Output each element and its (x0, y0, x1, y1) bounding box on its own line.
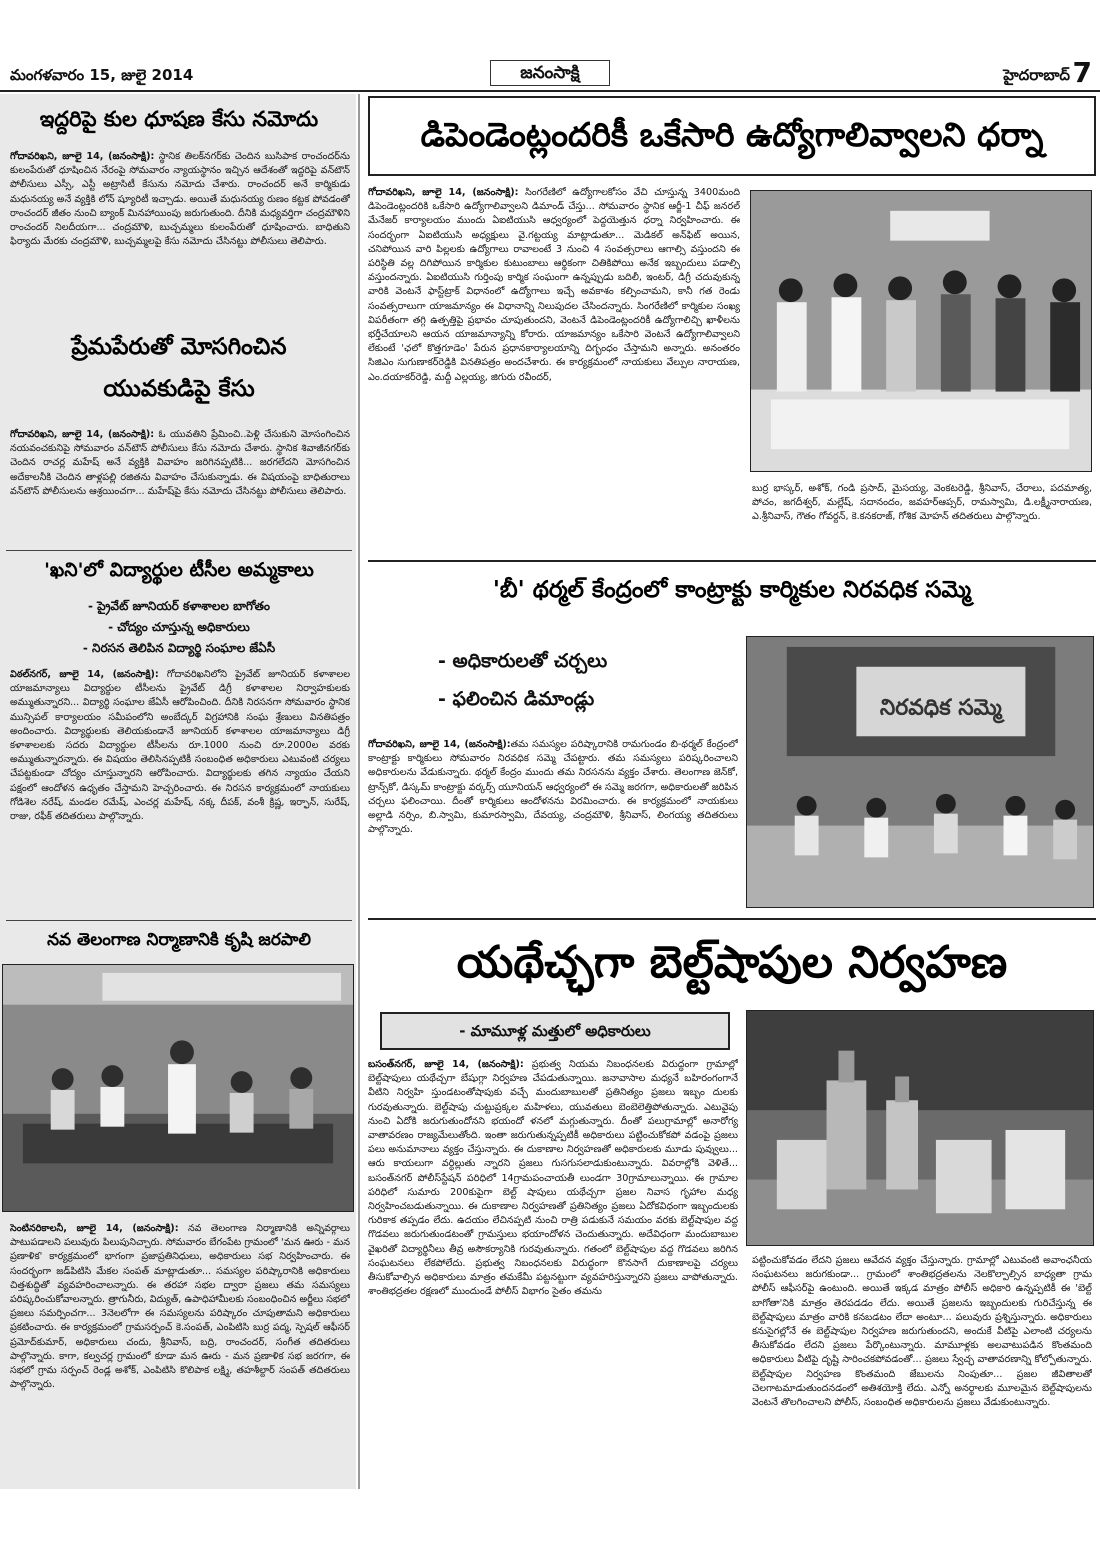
photo-dharna-svg (751, 191, 1091, 471)
r3-body (368, 1058, 738, 1488)
r1-body (368, 186, 740, 552)
column-divider (358, 94, 360, 1489)
article2-text: ఓ యువతిని ప్రేమించి..పెళ్లి చేసుకుని మోసంగించిన నయవంచకునిపై సోమవారం వన్‌టౌన్ పోలీసులు కేసు నమోదు చేశారు. స్థానిక శివాజీనగర్‌కు చెందిన రాచర్ల మహేష్ అనే వ్యక్తికి వివాహం జరిగినప్పటికి... జరగలేదని మోసగించిన అదేకాలనీకి చెందిన తాళ్లపల్లి రజితను వివాహం చేసుకున్నాడు. ఈ విషయంపై బాధితురాలు వన్‌టౌన్ పోలీసులను ఆశ్రయించగా... మహేష్‌పై కేసు నమోదు చేసినట్టు పోలీసులు తెలిపారు. (10, 429, 350, 497)
r1-dateline: గోదావరిఖని, జూలై 14, (జనంసాక్షి): (368, 187, 519, 198)
article3-dateline: విఠల్‌నగర్, జూలై 14, (జనంసాక్షి): (10, 669, 159, 680)
r2-body (368, 738, 738, 908)
article2-body (10, 428, 350, 545)
article3-body (10, 668, 350, 916)
r2-dateline: గోదావరిఖని, జూలై 14, (జనంసాక్షి): (368, 739, 511, 750)
r3-body-continued: పట్టించుకోవడం లేదని ప్రజలు ఆవేదన వ్యక్తం చేస్తున్నారు. గ్రామాల్లో ఎటువంటి అవాంఛనీయ సంఘటనలు జరుగకుండా... గ్రామంలో శాంతిభద్రతలను నెలకొల్పాల్సిన బాధ్యతా గ్రామ పోలీస్ ఆఫీసర్‌పై ఉంటుంది. అయితే ఇక్కడ మాత్రం పోలీస్ అధికారి ఉన్నప్పటికీ ఈ 'బెల్ట్ బాగోతా'నికి మాత్రం తెరపడడం లేదు. అయితే ప్రజలను ఇబ్బందులకు గురిచేస్తున్న ఈ బెల్ట్‌షాపులు మాత్రం వారికి కనబడటం లేదా అంటూ... పలువురు ప్రశ్నిస్తున్నారు. అధికారులు కనుసైగల్లోనే ఈ బెల్ట్‌షాపుల నిర్వహణ జరుగుతుందని, అందుకే వీటిపై ఎలాంటి చర్యలను తీసుకోవడం లేదని ప్రజలు పేర్కొంటున్నారు. మామూళ్లకు అలవాటుపడిన కొంతమంది అధికారులు వీటిపై దృష్టి సారించకపోవడంతో... ప్రజలు స్వేచ్ఛ వాతావరణాన్ని కోల్పోతున్నారు. బెల్ట్‌షాపుల నిర్వహణ కొంతమంది జేబులను నింపుతూ... ప్రజల జీవితాలతో చెలగాటమాడుతుందనడంలో అతిశయోక్తి లేదు. ఎన్నో అనర్థాలకు మూలమైన బెల్ట్‌షాపులను వెంటనే తొలగించాలని పోలీస్, సంబంధిత అధికారులను ప్రజలు వేడుకుంటున్నారు. (752, 1255, 1092, 1409)
r3-headline: యథేచ్ఛగా బెల్ట్‌షాపుల నిర్వహణ (456, 937, 1008, 988)
article1-headline: ఇద్దరిపై కుల ధూషణ కేసు నమోదు (39, 107, 319, 131)
photo-meeting-svg (3, 965, 353, 1211)
article2-headline-line1: ప్రేమపేరుతో మోసగించిన (71, 334, 287, 360)
r1-text: సింగరేణిలో ఉద్యోగాలకోసం వేచి చూస్తున్న 3400మంది డిపెండెంట్లందరికి ఒకేసారి ఉద్యోగాలివ్వాలని డిమాండ్ చేస్తు... సోమవారం స్థానిక ఆర్జీ-1 చీఫ్ జనరల్ మేనేజర్ కార్యాలయం ముందు ఏఐటియుసి ఆధ్వర్యంలో పెద్దయెత్తున ధర్నా నిర్వహించారు. ఈ సందర్భంగా ఏఐటియుసి అధ్యక్షులు వై.గట్టయ్య మాట్లాడుతూ... మెడికల్ అన్‌ఫిట్ అయిన, చనిపోయిన వారి పిల్లలకు ఉద్యోగాలు రావాలంటే 3 నుంచి 4 సంవత్సరాలు ఆగాల్సి వస్తుందని ఈ పరిస్థితి వల్ల దిగిపోయిన కార్మికుల కుటుంబాలు ఆర్థికంగా చితికిపోయి అనేక ఇబ్బందులు పడాల్సి వస్తుందన్నారు. ఏఐటియుసి గుర్తింపు కార్మిక సంఘంగా ఉన్నప్పుడు బదిలీ, ఇంటర్, డిగ్రీ చదువుకున్న వారికి వెంటనే ఫాస్ట్‌ట్రాక్ విధానంలో ఉద్యోగాలు ఇచ్చే అవకాశం కల్పించామని, కానీ గత రెండు సంవత్సరాలుగా యాజమాన్యం ఈ విధానాన్ని నిలుపుదల చేసిందన్నారు. సింగరేణిలో కార్మికుల సంఖ్య విపరీతంగా తగ్గి ఉత్పత్తిపై ప్రభావం చూపుతుందని, వెంటనే డిపెండెంట్లందరికీ ఉద్యోగాలిచ్చి ఖాళీలను భర్తీచేయాలని ఆయన యాజమాన్యాన్ని కోరారు. యాజమాన్యం ఒకేసారి వెంటనే ఉద్యోగాలివ్వాలని లేకుంటే 'ఛలో కొత్తగూడెం' పేరున ప్రధానకార్యాలయాన్ని దిగ్భంధం చేస్తామని అన్నారు. అనంతరం సిజిఎం సుగుణాకర్‌రెడ్డికి వినతిపత్రం అందచేశారు. ఈ కార్యక్రమంలో నాయకులు వేల్పుల నారాయణ, ఎం.దయాకర్‌రెడ్డి, మద్దీ ఎల్లయ్య, జిగురు రవీందర్, (368, 187, 740, 383)
rule-a3 (6, 920, 352, 921)
r2-headline: 'బీ' థర్మల్ కేంద్రంలో కాంట్రాక్టు కార్మికుల నిరవధిక సమ్మె (492, 577, 972, 603)
r2-text: తమ సమస్యల పరిష్కారానికి రామగుండం బి-థర్మల్ కేంద్రంలో కాంట్రాక్టు కార్మికులు సోమవారం నిరవధిక సమ్మె చేపట్టారు. తమ సమస్యలు పరిష్కరించాలని అధికారులను వేడుకున్నారు. థర్మల్ కేంద్రం ముందు తమ నిరసనను వ్యక్తం చేశారు. తెలంగాణ జెన్‌కో, ట్రాన్స్‌కో, డిస్కమ్ కాంట్రాక్టు వర్కర్స్ యూనియన్ ఆధ్వర్యంలో ఈ సమ్మె జరగగా, అధికారులతో జరిపిన చర్చలు ఫలించాయి. దీంతో కార్మికులు ఆందోళనను విరమించారు. ఈ కార్యక్రమంలో నాయకులు అల్లాడి నర్సిం, బి.స్వామి, కుమారస్వామి, దేవయ్య, చంద్రమౌళి, శ్రీనివాస్, లింగయ్య తదితరులు పాల్గొన్నారు. (368, 739, 738, 836)
article4-headline: నవ తెలంగాణ నిర్మాణానికి కృషి జరపాలి (47, 930, 311, 950)
r1-headline: డిపెండెంట్లందరికీ ఒకేసారి ఉద్యోగాలివ్వాలని ధర్నా (420, 115, 1044, 154)
article3-sub1: - ప్రైవేట్ జూనియర్ కళాశాలల బాగోతం (87, 599, 270, 613)
article2-headline-line2: యువకుడిపై కేసు (103, 376, 255, 402)
article3-sub3: - నిరసన తెలిపిన విద్యార్థి సంఘాల జేఏసీ (82, 641, 276, 655)
r3-dateline: బసంత్‌నగర్, జూలై 14, (జనంసాక్షి): (368, 1059, 524, 1070)
article4-text: నవ తెలంగాణ నిర్మాణానికి అన్నివర్గాలు పాటుపడాలని పలువురు పిలుపునిచ్చారు. సోమవారం బేగంపేట గ్రామంలో 'మన ఊరు - మన ప్రణాళిక' కార్యక్రమంలో భాగంగా ప్రజాప్రతినిధులు, అధికారులు సభ నిర్వహించారు. ఈ సందర్భంగా జడ్‌పిటిసి మేకల సంపత్ మాట్లాడుతూ... సమస్యల పరిష్కారానికి అధికారులు చిత్తశుద్ధితో వ్యవహరించాలన్నారు. ఈ తరహా సభల ద్వారా ప్రజలు తమ సమస్యలు పరిష్కరించుకోవాలన్నారు. త్రాగునీరు, విద్యుత్, ఉపాధిహామీలకు సంబంధించిన అర్జీలు సభలో ప్రజలు సమర్పించగా... 3నెలలోగా ఈ సమస్యలను పరిష్కారం చూపుతామని అధికారులు ప్రకటించారు. ఈ కార్యక్రమంలో గ్రామసర్పంచ్ కె.సంపత్, ఎంపిటిసి బుర్ర పద్మ, స్పెషల్ ఆఫీసర్ ప్రమోద్‌కుమార్, అధికారులు చందు, శ్రీనివాస్, బద్రి, రాంచందర్, సంగీత తదితరులు పాల్గొన్నారు. కాగా, కల్వచర్ల గ్రామంలో కూడా మన ఊరు - మన ప్రణాళిక సభ జరగగా, ఈ సభలో గ్రామ సర్పంచ్ రెండ్ల అశోక్, ఎంపిటిసి కొలిపాక లక్ష్మి, తహశీల్దార్ సంపత్ తదితరులు పాల్గొన్నారు. (10, 1223, 350, 1391)
photo-bottles-svg (747, 1011, 1093, 1245)
r2-bullet1: - అధికారులతో చర్చలు (438, 650, 608, 672)
article1-text: స్థానిక తిలక్‌నగర్‌కు చెందిన బుసిపాక రాంచందర్‌ను కులంపేరుతో ధూషించిన నేరంపై సోమవారం న్యాయస్థానం ఇచ్చిన ఆదేశంతో ఇద్దరిపై వన్‌టౌన్ పోలీసులు ఎస్సీ, ఎస్టీ అట్రాసిటీ కేసును నమోదు చేశారు. రాంచందర్ అనే కార్మికుడు మధునయ్య అనే వ్యక్తికి లోన్ ష్యూరిటీ ఇచ్చాడు. అయితే మధునయ్య రుణం కట్టక పోవడంతో రాంచందర్ జీతం నుంచి బ్యాంక్ మినహాయింపు జరుగుతుంది. దీనికి మధ్యవర్తిగా చంద్రమౌళిని రాంచందర్ నిలదీయగా... చంద్రమౌళి, బుచ్చమ్మలు కులంపేరుతో ధూషించారు. బాధితుని ఫిర్యాదు మేరకు చంద్రమౌళి, బుచ్చమ్మలపై కేసు నమోదు చేసినట్టు పోలీసులు తెలిపారు. (10, 151, 350, 248)
edition-city: హైదరాబాద్ (1003, 66, 1070, 84)
issue-date: మంగళవారం 15, జులై 2014 (10, 66, 194, 84)
group-photo-dharna (750, 190, 1092, 472)
masthead (0, 56, 1100, 92)
bottles-photo (746, 1010, 1094, 1246)
article3-text: గోదావరిఖనిలోని ప్రైవేట్ జూనియర్ కళాశాలల యాజమాన్యాలు విద్యార్థుల టీసీలను ప్రైవేట్ డిగ్రీ కళాశాలల నిర్వాహకులకు అమ్ముతున్నారని... విద్యార్థి సంఘాల జేఏసీ ఆరోపించింది. దీనికి నిరసనగా సోమవారం స్థానిక మున్సిపల్ కార్యాలయం సమీపంలోని అంబేద్కర్ విగ్రహానికి సంఘ శ్రేణులు వినతిపత్రం అందించారు. విద్యార్థులకు తెలియకుండానే జూనియర్ కళాశాలల యాజమాన్యాలు డిగ్రీ కళాశాలలకు సదరు విద్యార్థుల టీసీలను రూ.1000 నుంచి రూ.2000ల వరకు అమ్ముతున్నారన్నారు. ఈ విషయం తెలిసినప్పటికీ సంబంధిత అధికారులు ఎటువంటి చర్యలు చేపట్టకుండా చోద్యం చూస్తున్నారని ఆరోపించారు. విద్యార్థులకు తగిన న్యాయం చేయని పక్షంలో ఆందోళన ఉధృతం చేస్తామని హెచ్చరించారు. ఈ నిరసన కార్యక్రమంలో నాయకులు గోడిశెల నరేష్, మండల రమేష్, ఎంచర్ల మహేష్, నక్క దీపక్, వంశీ క్రిష్ణ, ఇర్ఫాన్, సురేష్, రాజు, రఫీక్ తదితరులు పాల్గొన్నారు. (10, 669, 350, 823)
article4-dateline: సెంటినరికాలనీ, జూలై 14, (జనంసాక్షి): (10, 1223, 179, 1234)
r3-text: ప్రభుత్వ నియమ నిబంధనలకు విరుద్ధంగా గ్రామాల్లో బెల్ట్‌షాపులు యథేచ్చగా బేషుగ్గా నిర్వహణ చేపడుతున్నాయి. జనావాసాల మధ్యనే బహిరంగంగానే వీటిని నిర్వహి స్తుండటంతోషాపుకు వచ్చే మందుబాబులతో ప్రతినిత్యం ప్రజలు ఇబ్బం దులకు గురవుతున్నారు. బెల్ట్‌షాపు చుట్టుప్రక్కల మహిళలు, యువతులు బెంబెలెత్తిపోతున్నారు. ఎటువైపు నుంచి ఏదోకి జరుగుతుందోనని భయందో ళనలో మగ్గుతున్నారు. దీంతో పలుగ్రామాల్లో అనారోగ్య వాతావరణం రాజ్యమేలుతోంది. ఇంతా జరుగుతున్నప్పటికీ అధికారులు పట్టించుకోకపో వడంపై ప్రజలు పలు అనుమానాలు వ్యక్తం చేస్తున్నారు. ఈ దుకాణాల నిర్వహణతో అధికారులకు మూడు పువ్వులు... ఆరు కాయలుగా వర్ధిల్లుతు న్నారని ప్రజలు గుసగుసలాడుకుంటున్నారు. వివరాల్లోకి వెళితే... బసంత్‌నగర్ పోలీస్‌స్టేషన్ పరిధిలో 14గ్రామపంచాయతీ లుండగా 30గ్రామాలున్నాయి. ఈ గ్రామాల పరిధిలో సుమారు 200కుపైగా బెల్ట్ షాపులు యథేచ్చగా ప్రజల నివాస గృహాల మధ్య నిర్వహించబడుతున్నాయి. ఈ దుకాణాల నిర్వహణతో ప్రతినిత్యం ప్రజలు ఏదోకవిధంగా ఇబ్బందులకు గురికాక తప్పడం లేదు. ఉదయం లేచినప్పటి నుంచి రాత్రి పడుకునే సమయం వరకు బెల్ట్‌షాపుల వద్ద గొడవలు జరుగుతుండటంతో గ్రామస్తులు భయాందోళన చెందుతున్నారు. అదేవిధంగా మందుబాబుల వైఖరితో విద్యార్థినీలు తీవ్ర అసౌకర్యానికి గురవుతున్నారు. గతంలో బెల్ట్‌షాపుల వద్ద గొడవలు జరిగిన సంఘటనలు లేకపోలేదు. ప్రభుత్వ నిబంధనలకు విరుద్ధంగా కొనసాగే దుకాణాలపై చర్యలు తీసుకోవాల్సిన అధికారులు మాత్రం తమకేమీ పట్టనట్టుగా వ్యవహరిస్తున్నారని ప్రజలు వాపోతున్నారు. శాంతిభద్రతల రక్షణలో ముందుండే పోలీస్ విభాగం సైతం తమను (368, 1059, 738, 1298)
article2-dateline: గోదావరిఖని, జూలై 14, (జనంసాక్షి): (10, 429, 155, 440)
rule-r1 (368, 560, 1096, 562)
newspaper-logo: జనంసాక్షి (490, 60, 610, 86)
r2-bullet2: - ఫలించిన డిమాండ్లు (438, 688, 595, 710)
page-number: 7 (1072, 56, 1092, 89)
photo-strike-svg (747, 637, 1093, 907)
strike-banner-text: నిరవధిక సమ్మె (879, 695, 1002, 721)
article4-body (10, 1222, 350, 1484)
article3-headline: 'ఖని'లో విద్యార్థుల టీసీల అమ్మకాలు (44, 559, 314, 581)
r1-body-continued: బుర్ర భాస్కర్, అశోక్, గండి ప్రసాద్, మైసయ్య, వెంకటరెడ్డి, శ్రీనివాస్, చేరాలు, పదమాత్య, పోచం, జగదీశ్వర్, మల్లేష్, సదానందం, జవహర్‌ఆప్సర్, రామస్వామి, డి.లక్ష్మీనారాయణ, ఎ.శ్రీనివాస్, గౌతం గోవర్దన్, కె.కనకరాజ్, గోశిక మోహన్ తదితరులు పాల్గొన్నారు. (752, 483, 1092, 523)
article1-dateline: గోదావరిఖని, జూలై 14, (జనంసాక్షి): (10, 151, 155, 162)
r3-sub: - మామూళ్ల మత్తులో అధికారులు (459, 1022, 651, 1040)
rule-r2 (368, 918, 1096, 920)
rule-a2 (6, 550, 352, 551)
article3-sub2: - చోద్యం చూస్తున్న అధికారులు (108, 620, 250, 634)
group-photo-meeting (2, 964, 354, 1212)
article1-body (10, 150, 350, 292)
group-photo-strike (746, 636, 1094, 908)
